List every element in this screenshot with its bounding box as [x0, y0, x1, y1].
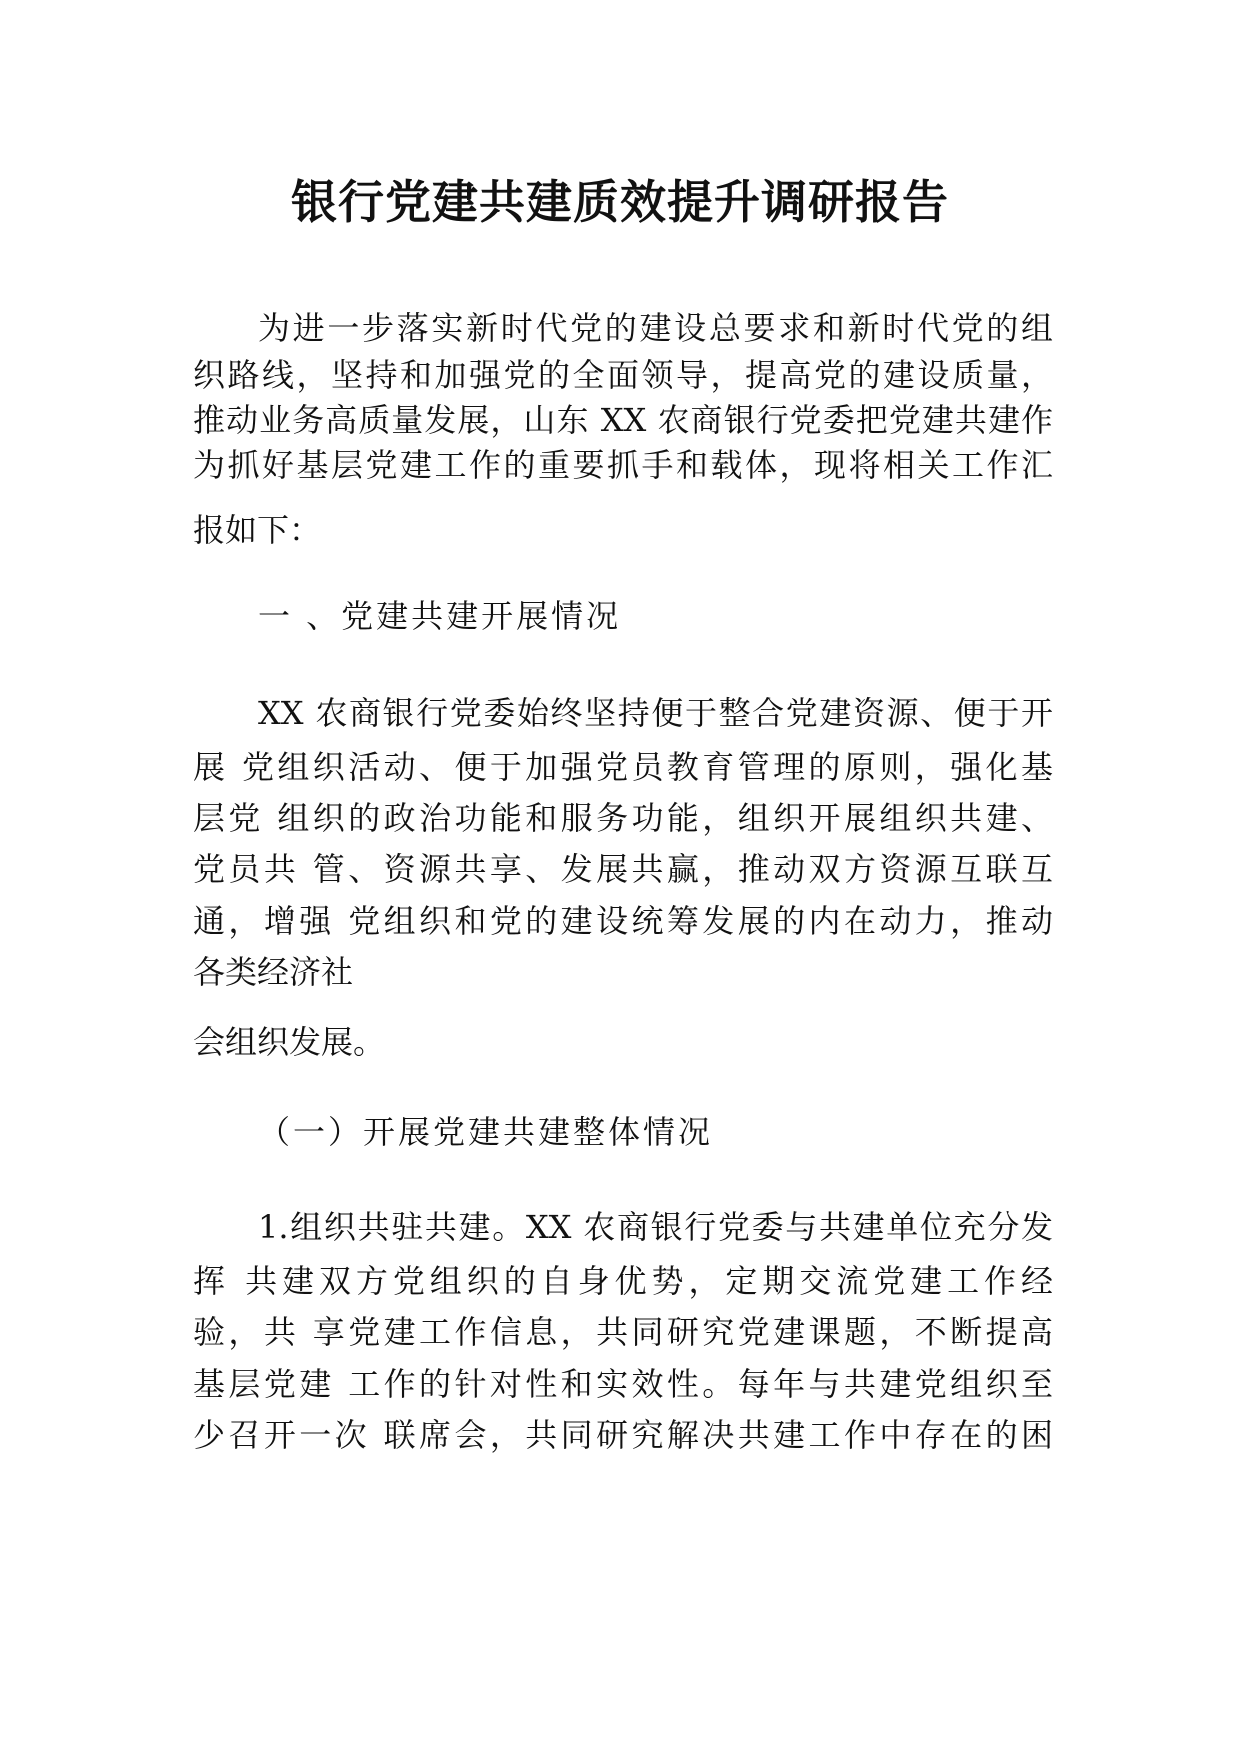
paragraph-3-line-2: 挥 共建双方党组织的自身优势，定期交流党建工作经: [193, 1262, 1053, 1300]
paragraph-1-line-4: 为抓好基层党建工作的重要抓手和载体，现将相关工作汇: [193, 446, 1053, 484]
paragraph-3-line-4: 基层党建 工作的针对性和实效性。每年与共建党组织至: [193, 1365, 1053, 1403]
paragraph-3-line-5: 少召开一次 联席会，共同研究解决共建工作中存在的困: [193, 1416, 1053, 1454]
paragraph-2-line-4: 党员共 管、资源共享、发展共赢，推动双方资源互联互: [193, 850, 1053, 888]
paragraph-2-line-3: 层党 组织的政治功能和服务功能，组织开展组织共建、: [193, 799, 1053, 837]
paragraph-2-line-7: 会组织发展。: [193, 1023, 386, 1061]
paragraph-2-line-2: 展 党组织活动、便于加强党员教育管理的原则，强化基: [193, 748, 1053, 786]
paragraph-1-line-2: 织路线，坚持和加强党的全面领导，提高党的建设质量，: [193, 356, 1053, 394]
paragraph-1-line-5: 报如下：: [193, 511, 322, 549]
paragraph-2-line-1: XX 农商银行党委始终坚持便于整合党建资源、便于开: [258, 694, 1053, 732]
paragraph-3-line-1: 1.组织共驻共建。XX 农商银行党委与共建单位充分发: [258, 1208, 1053, 1246]
paragraph-1-line-3: 推动业务高质量发展，山东 XX 农商银行党委把党建共建作: [193, 401, 1053, 439]
section-heading-2: （一）开展党建共建整体情况: [258, 1113, 714, 1151]
paragraph-1-line-1: 为进一步落实新时代党的建设总要求和新时代党的组: [258, 309, 1053, 347]
paragraph-2-line-6: 各类经济社: [193, 953, 354, 991]
document-title: 银行党建共建质效提升调研报告: [291, 175, 949, 229]
section-heading-1: 一 、党建共建开展情况: [258, 597, 622, 635]
paragraph-3-line-3: 验，共 享党建工作信息，共同研究党建课题，不断提高: [193, 1313, 1053, 1351]
paragraph-2-line-5: 通，增强 党组织和党的建设统筹发展的内在动力，推动: [193, 902, 1053, 940]
